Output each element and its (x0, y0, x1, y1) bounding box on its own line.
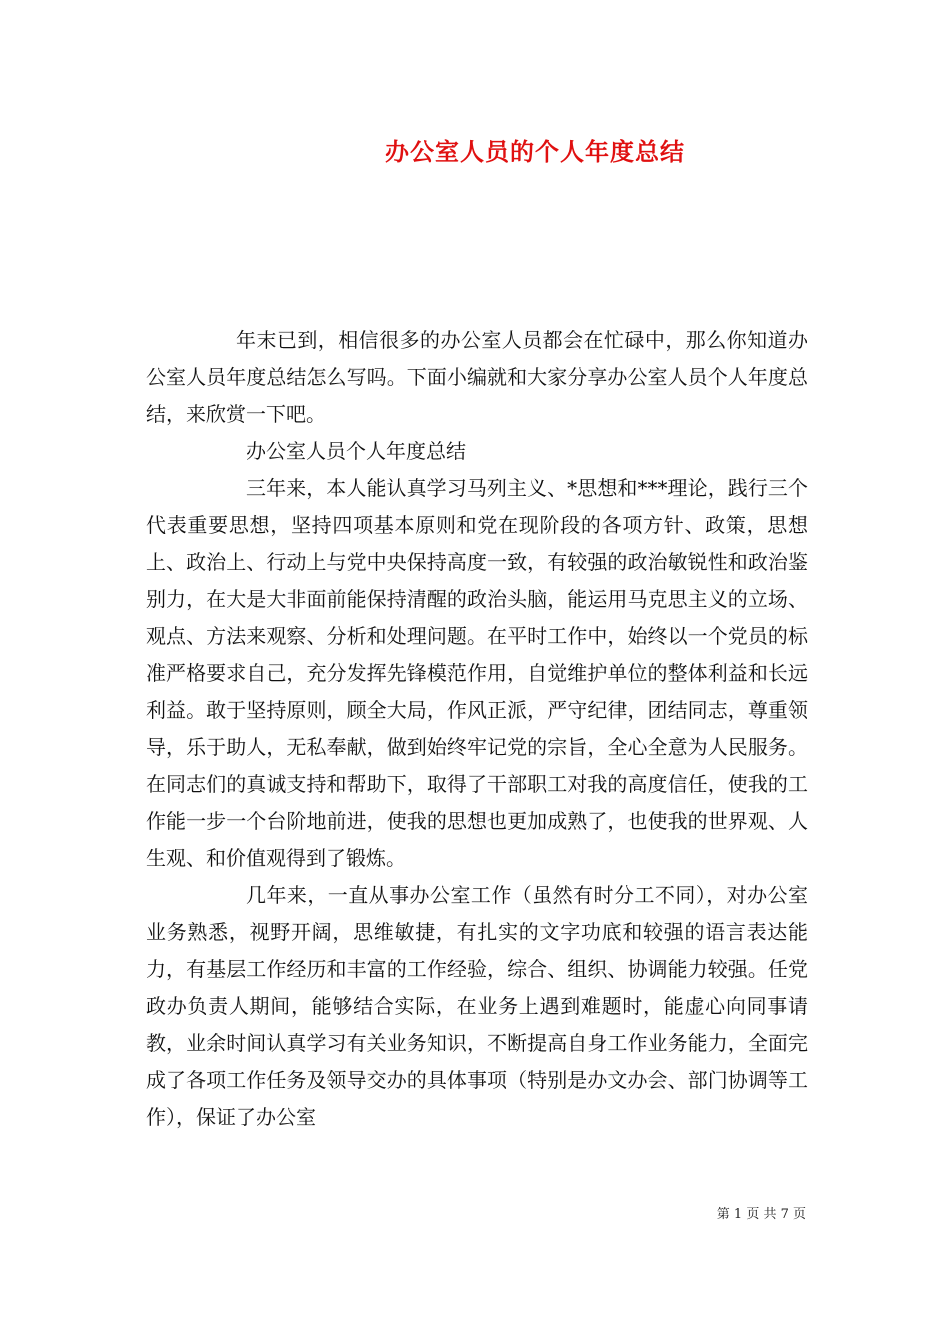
body-paragraph-1: 三年来，本人能认真学习马列主义、*思想和***理论，践行三个代表重要思想，坚持四项基本原则和党在现阶段的各项方针、政策，思想上、政治上、行动上与党中央保持高度一致，有较强的政治敏锐性和政治鉴别力，在大是大非面前能保持清醒的政治头脑，能运用马克思主义的立场、观点、方法来观察、分析和处理问题。在平时工作中，始终以一个党员的标准严格要求自己，充分发挥先锋模范作用，自觉维护单位的整体利益和长远利益。敢于坚持原则，顾全大局，作风正派，严守纪律，团结同志，尊重领导，乐于助人，无私奉献，做到始终牢记党的宗旨，全心全意为人民服务。在同志们的真诚支持和帮助下，取得了干部职工对我的高度信任，使我的工作能一步一个台阶地前进，使我的思想也更加成熟了，也使我的世界观、人生观、和价值观得到了锻炼。 (146, 476, 808, 870)
document-body (146, 322, 808, 1136)
intro-paragraph: 年末已到，相信很多的办公室人员都会在忙碌中，那么你知道办公室人员年度总结怎么写吗。下面小编就和大家分享办公室人员个人年度总结，来欣赏一下吧。 (146, 328, 808, 426)
section-heading: 办公室人员个人年度总结 (246, 439, 466, 463)
body-paragraph-2: 几年来，一直从事办公室工作（虽然有时分工不同），对办公室业务熟悉，视野开阔，思维敏捷，有扎实的文字功底和较强的语言表达能力，有基层工作经历和丰富的工作经验，综合、组织、协调能力较强。任党政办负责人期间，能够结合实际，在业务上遇到难题时，能虚心向同事请教，业余时间认真学习有关业务知识，不断提高自身工作业务能力，全面完成了各项工作任务及领导交办的具体事项（特别是办文办会、部门协调等工作），保证了办公室 (146, 883, 808, 1129)
page-number: 第 1 页 共 7 页 (716, 1207, 806, 1222)
document-title: 办公室人员的个人年度总结 (385, 137, 685, 166)
